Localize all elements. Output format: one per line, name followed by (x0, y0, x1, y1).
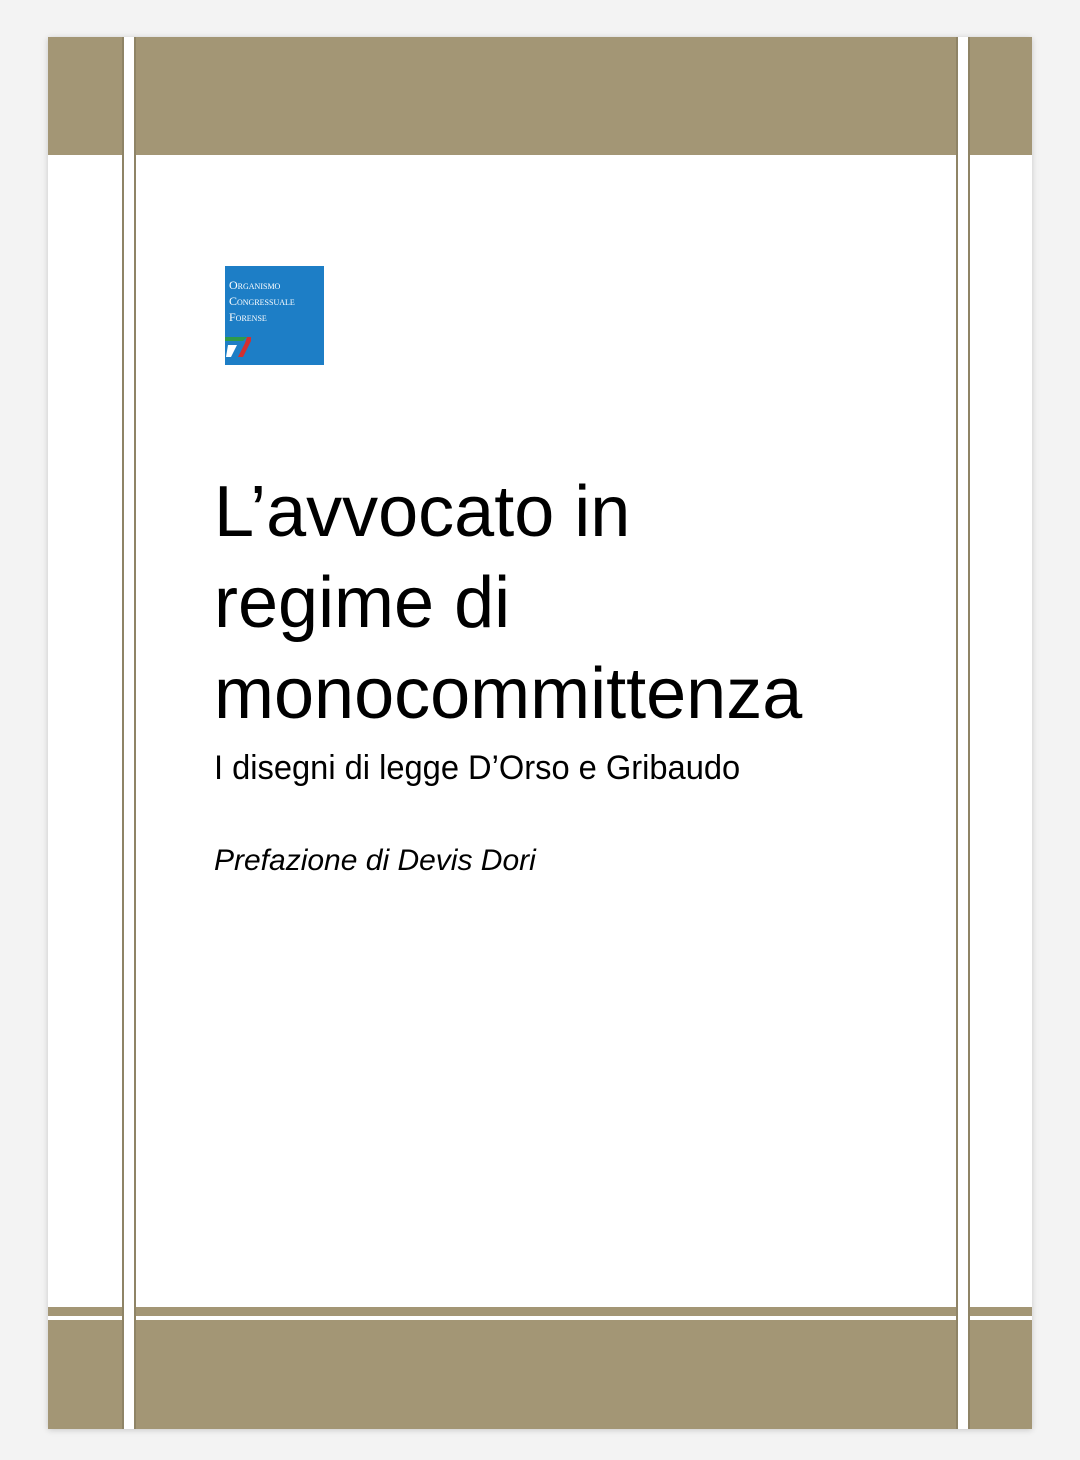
document-page (48, 37, 1032, 1429)
logo-flag-mark (225, 333, 251, 359)
logo-text: Organismo Congressuale Forense (229, 278, 295, 324)
bottom-decorative-band (48, 1323, 1032, 1429)
left-vertical-rule (122, 37, 136, 1429)
document-subtitle: I disegni di legge D’Orso e Gribaudo (214, 749, 741, 787)
document-title: L’avvocato in regime di monocommittenza (214, 472, 803, 734)
top-decorative-band (48, 37, 1032, 155)
bottom-thin-band (48, 1307, 1032, 1316)
organization-logo (225, 266, 324, 365)
preface-credit: Prefazione di Devis Dori (214, 844, 536, 877)
